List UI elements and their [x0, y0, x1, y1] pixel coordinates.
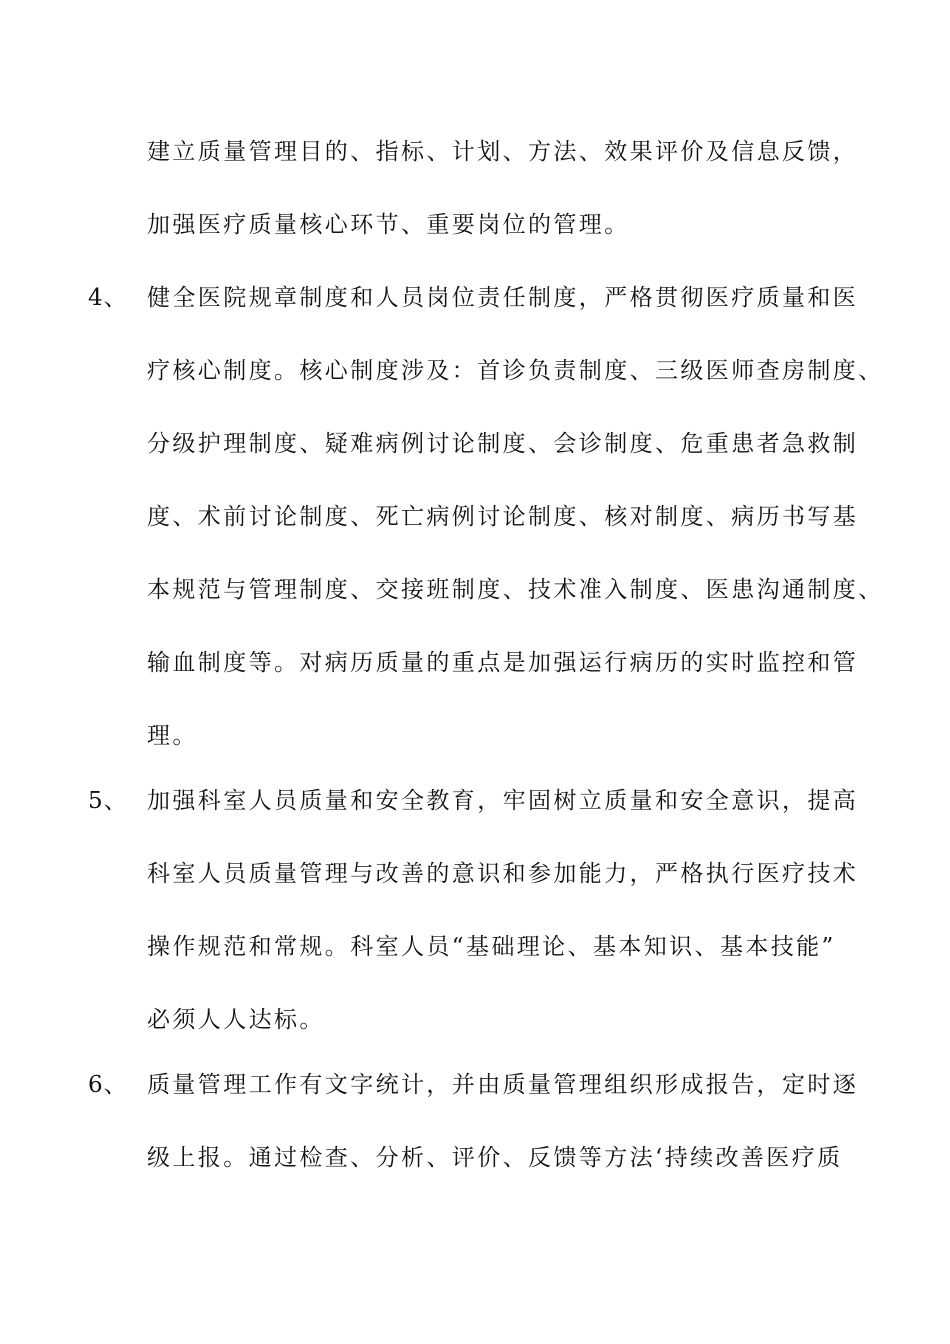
text-line: 疗核心制度。核心制度涉及：首诊负责制度、三级医师查房制度、 — [147, 358, 884, 384]
text-line: 加强科室人员质量和安全教育，牢固树立质量和安全意识，提高 — [147, 788, 859, 814]
text-line: 分级护理制度、疑难病例讨论制度、会诊制度、危重患者急救制 — [147, 431, 859, 457]
text-line: 级上报。通过检查、分析、评价、反馈等方法‘持续改善医疗质 — [147, 1145, 843, 1171]
text-line: 加强医疗质量核心环节、重要岗位的管理。 — [147, 212, 630, 238]
text-line: 输血制度等。对病历质量的重点是加强运行病历的实时监控和管 — [147, 650, 859, 676]
item-number: 6、 — [88, 1072, 128, 1098]
text-line: 建立质量管理目的、指标、计划、方法、效果评价及信息反馈， — [147, 139, 859, 165]
text-line: 度、术前讨论制度、死亡病例讨论制度、核对制度、病历书写基 — [147, 504, 859, 530]
text-line: 本规范与管理制度、交接班制度、技术准入制度、医患沟通制度、 — [147, 577, 884, 603]
text-line: 必须人人达标。 — [147, 1007, 325, 1033]
text-line: 质量管理工作有文字统计，并由质量管理组织形成报告，定时逐 — [147, 1072, 859, 1098]
item-number: 5、 — [88, 788, 128, 814]
text-line: 操作规范和常规。科室人员“基础理论、基本知识、基本技能” — [147, 934, 836, 960]
text-line: 科室人员质量管理与改善的意识和参加能力，严格执行医疗技术 — [147, 861, 859, 887]
text-line: 理。 — [147, 723, 198, 749]
item-number: 4、 — [88, 285, 128, 311]
text-line: 健全医院规章制度和人员岗位责任制度，严格贯彻医疗质量和医 — [147, 285, 859, 311]
